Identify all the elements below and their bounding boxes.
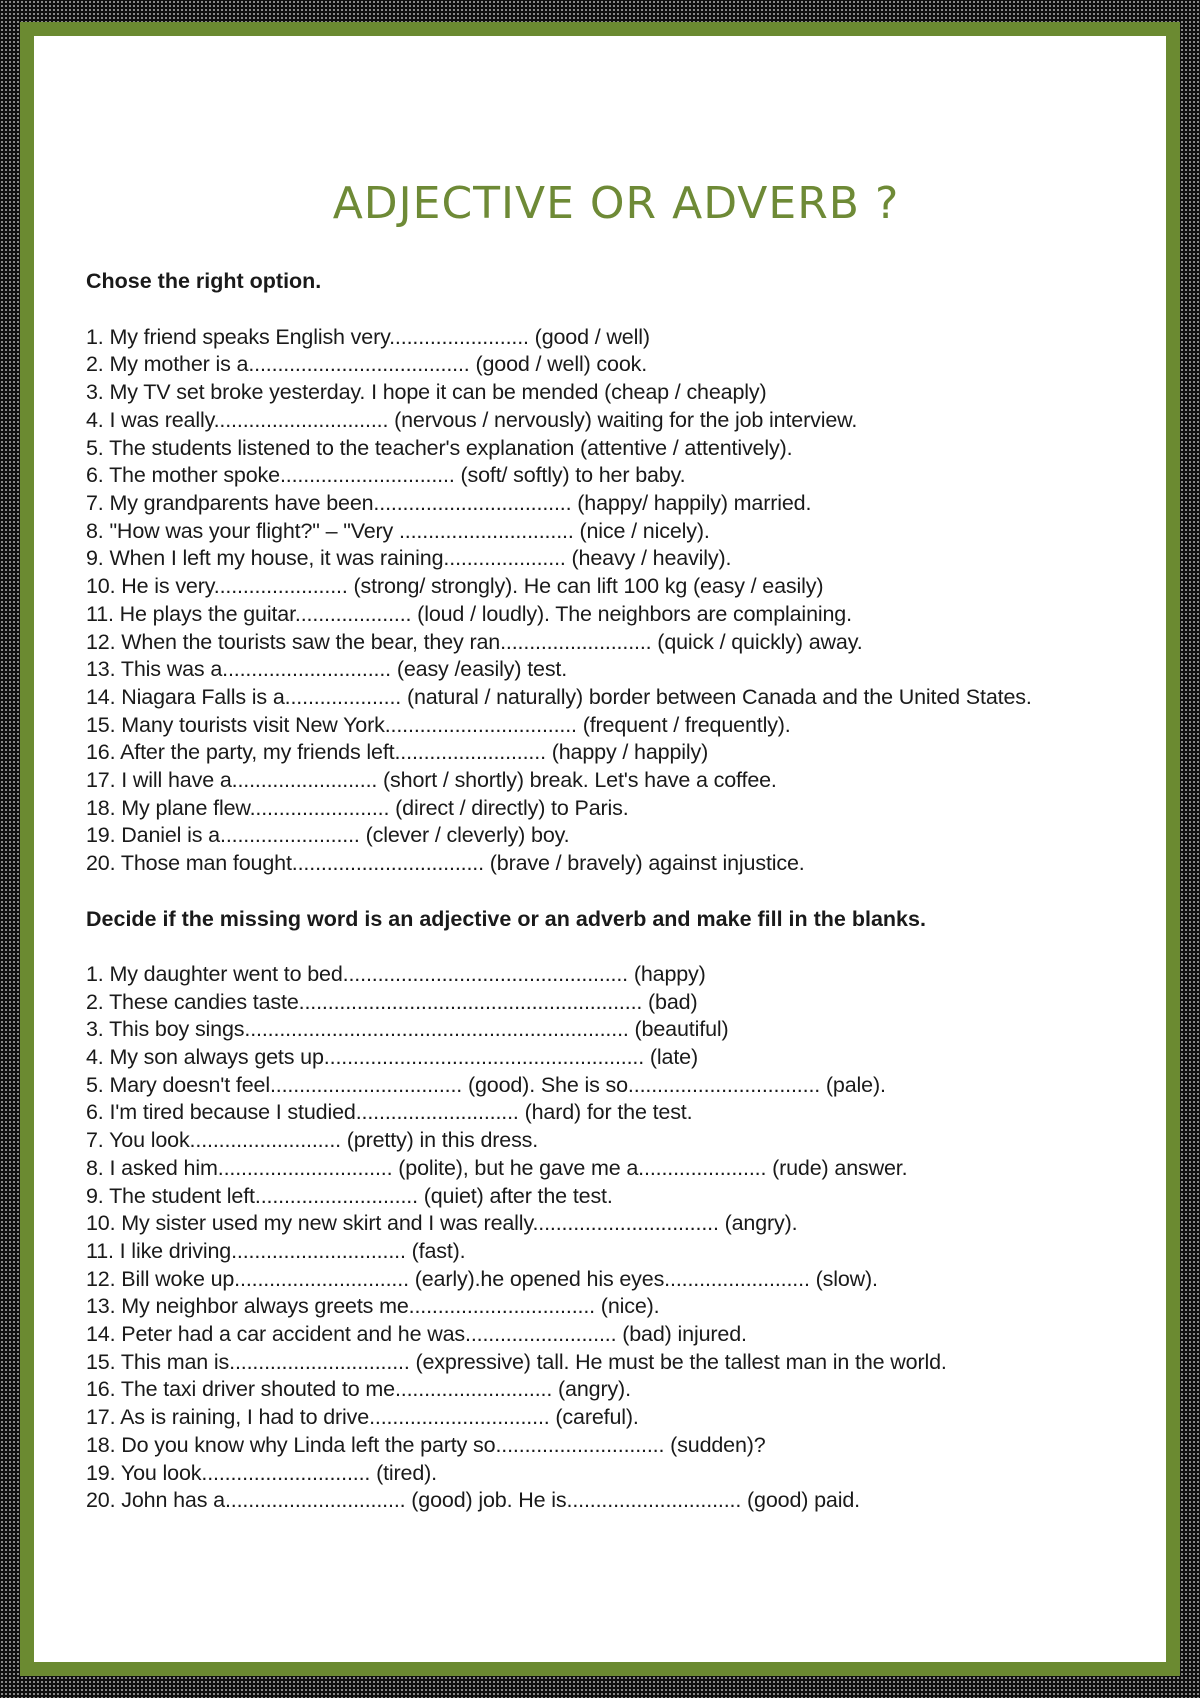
- exercise-2-item: 9. The student left............................ (quiet) after the test.: [86, 1183, 613, 1208]
- exercise-2-item: 16. The taxi driver shouted to me........................... (angry).: [86, 1377, 631, 1402]
- exercise-1-item: 16. After the party, my friends left.......................... (happy / happily): [86, 740, 709, 765]
- exercise-1-list: [86, 324, 1126, 878]
- exercise-2-item: 12. Bill woke up.............................. (early).he opened his eyes......................... (slow).: [86, 1266, 878, 1291]
- exercise-2-item: 4. My son always gets up....................................................... (late): [86, 1045, 698, 1070]
- exercise-2-item: 2. These candies taste........................................................... (bad): [86, 989, 698, 1014]
- exercise-1-item: 20. Those man fought................................. (brave / bravely) against injustice.: [86, 851, 805, 876]
- exercise-1-item: 18. My plane flew........................ (direct / directly) to Paris.: [86, 795, 629, 820]
- exercise-2-item: 18. Do you know why Linda left the party so............................. (sudden)?: [86, 1432, 766, 1457]
- exercise-1-item: 17. I will have a......................... (short / shortly) break. Let's have a coffee.: [86, 768, 777, 793]
- exercise-1-item: 11. He plays the guitar.................... (loud / loudly). The neighbors are complaining.: [86, 601, 852, 626]
- exercise-1-instruction: Chose the right option.: [86, 269, 322, 294]
- exercise-1-item: 6. The mother spoke.............................. (soft/ softly) to her baby.: [86, 463, 686, 488]
- exercise-1-item: 4. I was really.............................. (nervous / nervously) waiting for the job interview.: [86, 407, 858, 432]
- worksheet-page: [34, 36, 1166, 1662]
- exercise-1-item: 1. My friend speaks English very........................ (good / well): [86, 324, 650, 349]
- exercise-1-item: 14. Niagara Falls is a.................... (natural / naturally) border between Canada and the United States.: [86, 684, 1032, 709]
- exercise-1-item: 19. Daniel is a........................ (clever / cleverly) boy.: [86, 823, 570, 848]
- exercise-2-item: 17. As is raining, I had to drive............................... (careful).: [86, 1405, 639, 1430]
- exercise-1-item: 15. Many tourists visit New York................................. (frequent / frequently).: [86, 712, 791, 737]
- exercise-1-item: 13. This was a............................. (easy /easily) test.: [86, 657, 568, 682]
- exercise-2-item: 15. This man is............................... (expressive) tall. He must be the tallest man in the world.: [86, 1349, 947, 1374]
- exercise-1-item: 10. He is very....................... (strong/ strongly). He can lift 100 kg (easy / easily): [86, 574, 824, 599]
- exercise-1-item: 9. When I left my house, it was raining..................... (heavy / heavily).: [86, 546, 732, 571]
- exercise-1-item: 7. My grandparents have been.................................. (happy/ happily) married.: [86, 491, 812, 515]
- exercise-2-item: 11. I like driving.............................. (fast).: [86, 1238, 466, 1263]
- exercise-2-item: 3. This boy sings.................................................................. (beautiful): [86, 1017, 729, 1042]
- exercise-2-item: 20. John has a............................... (good) job. He is.............................. (good) paid.: [86, 1488, 860, 1513]
- exercise-2-instruction: Decide if the missing word is an adjective or an adverb and make fill in the blanks.: [86, 906, 926, 931]
- exercise-2-item: 8. I asked him.............................. (polite), but he gave me a...................... (rude) answer.: [86, 1155, 908, 1180]
- exercise-1-item: 5. The students listened to the teacher's explanation (attentive / attentively).: [86, 435, 793, 460]
- exercise-2-item: 14. Peter had a car accident and he was.......................... (bad) injured.: [86, 1322, 747, 1347]
- exercise-1-item: 2. My mother is a...................................... (good / well) cook.: [86, 352, 648, 377]
- exercise-1-item: 8. "How was your flight?" – "Very .............................. (nice / nicely).: [86, 518, 710, 543]
- exercise-2-item: 1. My daughter went to bed................................................. (happy): [86, 961, 706, 986]
- exercise-2-item: 10. My sister used my new skirt and I was really................................ (angry).: [86, 1211, 798, 1236]
- exercise-2-item: 5. Mary doesn't feel................................. (good). She is so................................. (pale).: [86, 1072, 886, 1097]
- exercise-1-item: 3. My TV set broke yesterday. I hope it can be mended (cheap / cheaply): [86, 380, 767, 405]
- page-border: [20, 22, 1180, 1676]
- exercise-2-item: 19. You look............................. (tired).: [86, 1460, 437, 1485]
- exercise-1-item: 12. When the tourists saw the bear, they ran.......................... (quick / quickly) away.: [86, 629, 863, 654]
- exercise-2-item: 7. You look.......................... (pretty) in this dress.: [86, 1128, 539, 1153]
- exercise-2-list: [86, 961, 1126, 1515]
- worksheet-title: ADJECTIVE OR ADVERB ?: [332, 178, 900, 229]
- exercise-2-item: 13. My neighbor always greets me................................ (nice).: [86, 1294, 660, 1319]
- exercise-2-item: 6. I'm tired because I studied............................ (hard) for the test.: [86, 1100, 693, 1125]
